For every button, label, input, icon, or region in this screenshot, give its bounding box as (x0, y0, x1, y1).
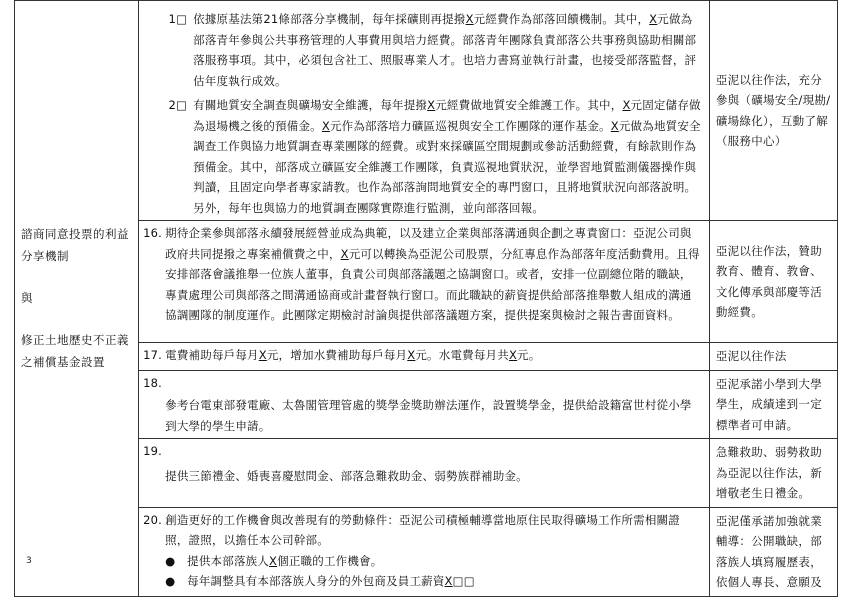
table-row (15, 507, 838, 596)
sub-item-text: 依據原基法第21條部落分享機制，每年採礦則再提撥X元經費作為部落回饋機制。其中，X元做為部落青年參與公共事務管理的人事費用與培力經費。部落青年團隊負責部落公共事務與協助相關部落服務事項。其中，必須包含社工、照服專業人才。也培力書寫並執行計畫，也接受部落監督，評估年度執行成效。 (193, 12, 697, 88)
note-cell (709, 370, 837, 439)
note-cell (709, 221, 837, 343)
category-line: 諮商同意投票的利益 (21, 227, 129, 242)
category-line: 之補償基金設置 (21, 355, 105, 370)
item-text: 期待企業參與部落永續發展經營並成為典範，以及建立企業與部落溝通與企劃之專責窗口：亞泥公司與政府共同提撥之專案補償費之中，X元可以轉換為亞泥公司股票，分紅專息作為部落年度活動費用。且得安排部落會議推舉一位族人董事，負責公司與部落議題之協調窗口。或者，安排一位副總位階的職缺，專責處理公司與部落之間溝通協商或計畫督執行窗口。而此職缺的薪資提供給部落推舉數人組成的溝通協調團隊的制度運作。此團隊定期檢討討論與提供部落議題方案，提供提案與檢討之報告書面資料。 (165, 226, 700, 322)
table-row (15, 439, 838, 508)
category-line: 分享機制 (21, 249, 69, 264)
content-cell (139, 439, 710, 508)
bullet-text: 提供本部落族人X個正職的工作機會。 (187, 553, 383, 568)
note-text: 急難救助、弱勢救助為亞泥以往作法，新增敬老生日禮金。 (715, 445, 823, 500)
sub-item-text: 有關地質安全調查與礦場安全維護，每年提撥X元經費做地質安全維護工作。其中，X元固定儲存做為退場機之後的預備金。X元作為部落培力礦區巡視與安全工作團隊的運作基金。X元做為地質安全調查工作與協力地質調查專業團隊的經費。或對來採礦區空間規劃或參訪活動經費，有餘款則作為預備金。其中，部落成立礦區安全維護工作團隊，負責巡視地質狀況，並學習地質監測儀器操作與判讀，且固定向學者專家請教。也作為部落詢問地質安全的專門窗口，且將地質狀況向部落說明。另外，每年也與協力的地質調查團隊實際進行監測，並向部落回報。 (193, 98, 701, 215)
item-number: 16. (143, 226, 163, 240)
item-number: 19. (143, 444, 163, 458)
category-cell (15, 1, 139, 597)
sub-item-number: 2□ (168, 98, 188, 112)
note-text: 亞泥承諾小學到大學學生，成績達到一定標準者可申請。 (715, 376, 823, 432)
agreement-table (14, 0, 838, 597)
page-number: 3 (26, 556, 32, 566)
table-row (15, 1, 838, 221)
note-cell (709, 1, 837, 221)
table-row (15, 221, 838, 343)
list-item (143, 345, 703, 366)
sub-item-number: 1□ (168, 12, 188, 26)
bullet-item (165, 551, 703, 572)
sub-item (143, 9, 703, 91)
table-row (15, 343, 838, 371)
sub-item (143, 95, 703, 218)
bullet-text: 每年調整具有本部落族人身分的外包商及員工薪資X□□ (187, 574, 475, 588)
content-cell (139, 1, 710, 221)
item-text: 參考台電東部發電廠、太魯閣管理管處的獎學金獎助辦法運作，設置獎學金，提供給設籍富世村從小學到大學的學生申請。 (165, 398, 692, 433)
note-cell (709, 343, 837, 371)
content-cell (139, 221, 710, 343)
category-line: 修正土地歷史不正義 (21, 333, 129, 348)
item-number: 17. (143, 348, 163, 362)
category-line: 與 (21, 291, 33, 306)
note-text: 亞泥以往作法，充分參與（礦場安全/現勘/礦場綠化），互動了解（服務中心） (715, 72, 831, 148)
note-text: 亞泥以往作法，贊助教育、體育、教會、文化傳承與部慶等活動經費。 (715, 243, 823, 319)
content-cell (139, 370, 710, 439)
item-text: 提供三節禮金、婚喪喜慶慰問金、部落急難救助金、弱勢族群補助金。 (165, 468, 528, 483)
content-cell (139, 507, 710, 596)
list-item (143, 223, 703, 326)
item-text: 電費補助每戶每月X元，增加水費補助每戶每月X元。水電費每月共X元。 (165, 348, 541, 362)
bullet-item (165, 571, 703, 592)
item-text: 創造更好的工作機會與改善現有的勞動條件：亞泥公司積極輔導當地原住民取得礦場工作所需相關證照，證照，以擔任本公司幹部。 (165, 512, 680, 547)
note-text: 亞泥以往作法 (715, 349, 787, 363)
note-cell (709, 439, 837, 508)
bullet-icon: ● (165, 574, 176, 588)
bullet-icon: ● (165, 553, 176, 568)
item-number: 18. (143, 375, 163, 390)
note-cell (709, 507, 837, 596)
item-number: 20. (143, 512, 163, 527)
note-text: 亞泥僅承諾加強就業輔導：公開職缺，部落族人填寫履歷表，依個人專長、意願及 (715, 513, 823, 589)
content-cell (139, 343, 710, 371)
table-row (15, 370, 838, 439)
list-item (143, 510, 703, 551)
